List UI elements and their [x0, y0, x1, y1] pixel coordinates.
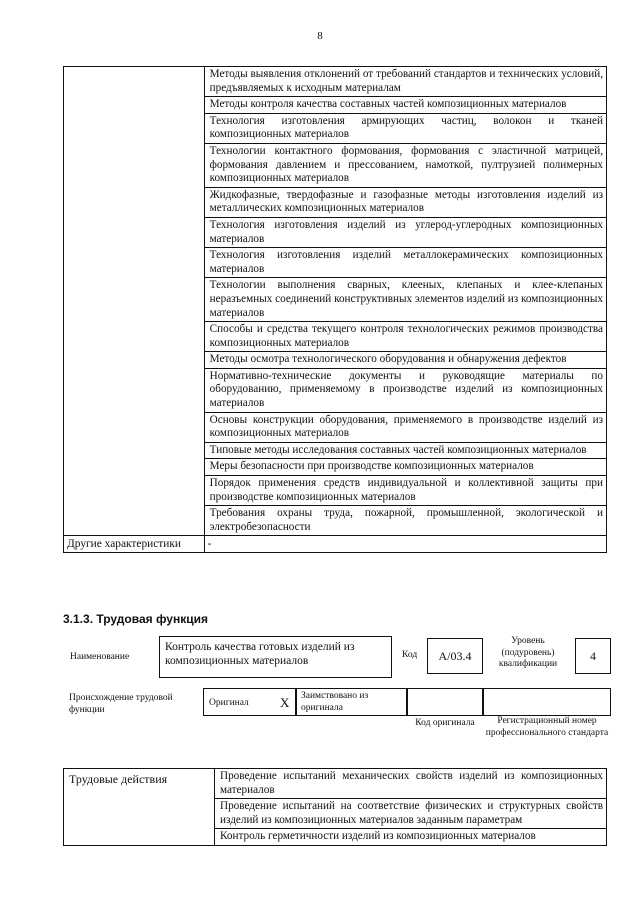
- knowledge-item: Жидкофазные, твердофазные и газофазные методы изготовления изделий из металлических композиционных материалов: [205, 188, 606, 218]
- actions-items-cell: [215, 769, 607, 846]
- code-label: Код: [402, 650, 418, 660]
- other-characteristics-value: -: [204, 536, 606, 553]
- knowledge-label-cell: [64, 67, 205, 536]
- knowledge-item: Порядок применения средств индивидуальной и коллективной защиты при производстве композиционных материалов: [205, 476, 606, 506]
- knowledge-item: Технология изготовления армирующих частиц, волокон и тканей композиционных материалов: [205, 114, 606, 144]
- name-label: Наименование: [70, 652, 130, 662]
- knowledge-table: [63, 66, 607, 553]
- borrowed-box: Заимствовано из оригинала: [296, 688, 407, 716]
- knowledge-items-cell: [204, 67, 606, 536]
- knowledge-item: Технология изготовления изделий из углерод-углеродных композиционных материалов: [205, 218, 606, 248]
- reg-number-box: [483, 688, 611, 716]
- knowledge-item: Требования охраны труда, пожарной, промышленной, экологической и электробезопасности: [209, 507, 603, 533]
- other-characteristics-label: Другие характеристики: [64, 536, 205, 553]
- knowledge-item: Меры безопасности при производстве композиционных материалов: [205, 459, 606, 476]
- knowledge-item: Технология изготовления изделий металлокерамических композиционных материалов: [205, 248, 606, 278]
- original-code-box: [407, 688, 483, 716]
- code-caption: Код оригинала: [415, 718, 475, 728]
- original-label: Оригинал: [209, 698, 249, 708]
- function-code-box: А/03.4: [427, 638, 483, 674]
- knowledge-item: Технологии контактного формования, формования с эластичной матрицей, формования давлением и прессованием, намоткой, пултрузией полимерных композиционных материалов: [205, 144, 606, 188]
- origin-label: Происхождение трудовой функции: [69, 693, 173, 715]
- action-item: Проведение испытаний на соответствие физических и структурных свойств изделий из композиционных материалов заданным параметрам: [215, 799, 606, 829]
- knowledge-item: Типовые методы исследования составных частей композиционных материалов: [205, 443, 606, 460]
- level-box: 4: [575, 638, 611, 674]
- page-number: 8: [317, 30, 323, 42]
- level-label: Уровень (подуровень) квалификации: [498, 636, 558, 669]
- knowledge-item: Методы контроля качества составных частей композиционных материалов: [205, 97, 606, 114]
- action-item: Проведение испытаний механических свойств изделий из композиционных материалов: [215, 769, 606, 799]
- knowledge-item: Технологии выполнения сварных, клееных, клепаных и клее-клепаных неразъемных соединений конструктивных элементов изделий из композиционных материалов: [205, 278, 606, 322]
- actions-label: Трудовые действия: [64, 769, 215, 846]
- actions-table: [63, 768, 607, 846]
- action-item: Контроль герметичности изделий из композиционных материалов: [220, 830, 536, 843]
- knowledge-item: Основы конструкции оборудования, применяемого в производстве изделий из композиционных материалов: [205, 413, 606, 443]
- function-name-box: Контроль качества готовых изделий из композиционных материалов: [159, 636, 392, 678]
- knowledge-item: Методы выявления отклонений от требований стандартов и технических условий, предъявляемых к исходным материалам: [205, 67, 606, 97]
- knowledge-item: Методы осмотра технологического оборудования и обнаружения дефектов: [205, 352, 606, 369]
- reg-caption: Регистрационный номер профессионального стандарта: [485, 716, 609, 738]
- original-mark: X: [280, 695, 290, 710]
- origin-original-box: [203, 688, 296, 716]
- section-title: 3.1.3. Трудовая функция: [63, 612, 208, 626]
- knowledge-item: Способы и средства текущего контроля технологических режимов производства композиционных материалов: [205, 322, 606, 352]
- knowledge-item: Нормативно-технические документы и руководящие материалы по оборудованию, применяемому в производстве изделий из композиционных материалов: [205, 369, 606, 413]
